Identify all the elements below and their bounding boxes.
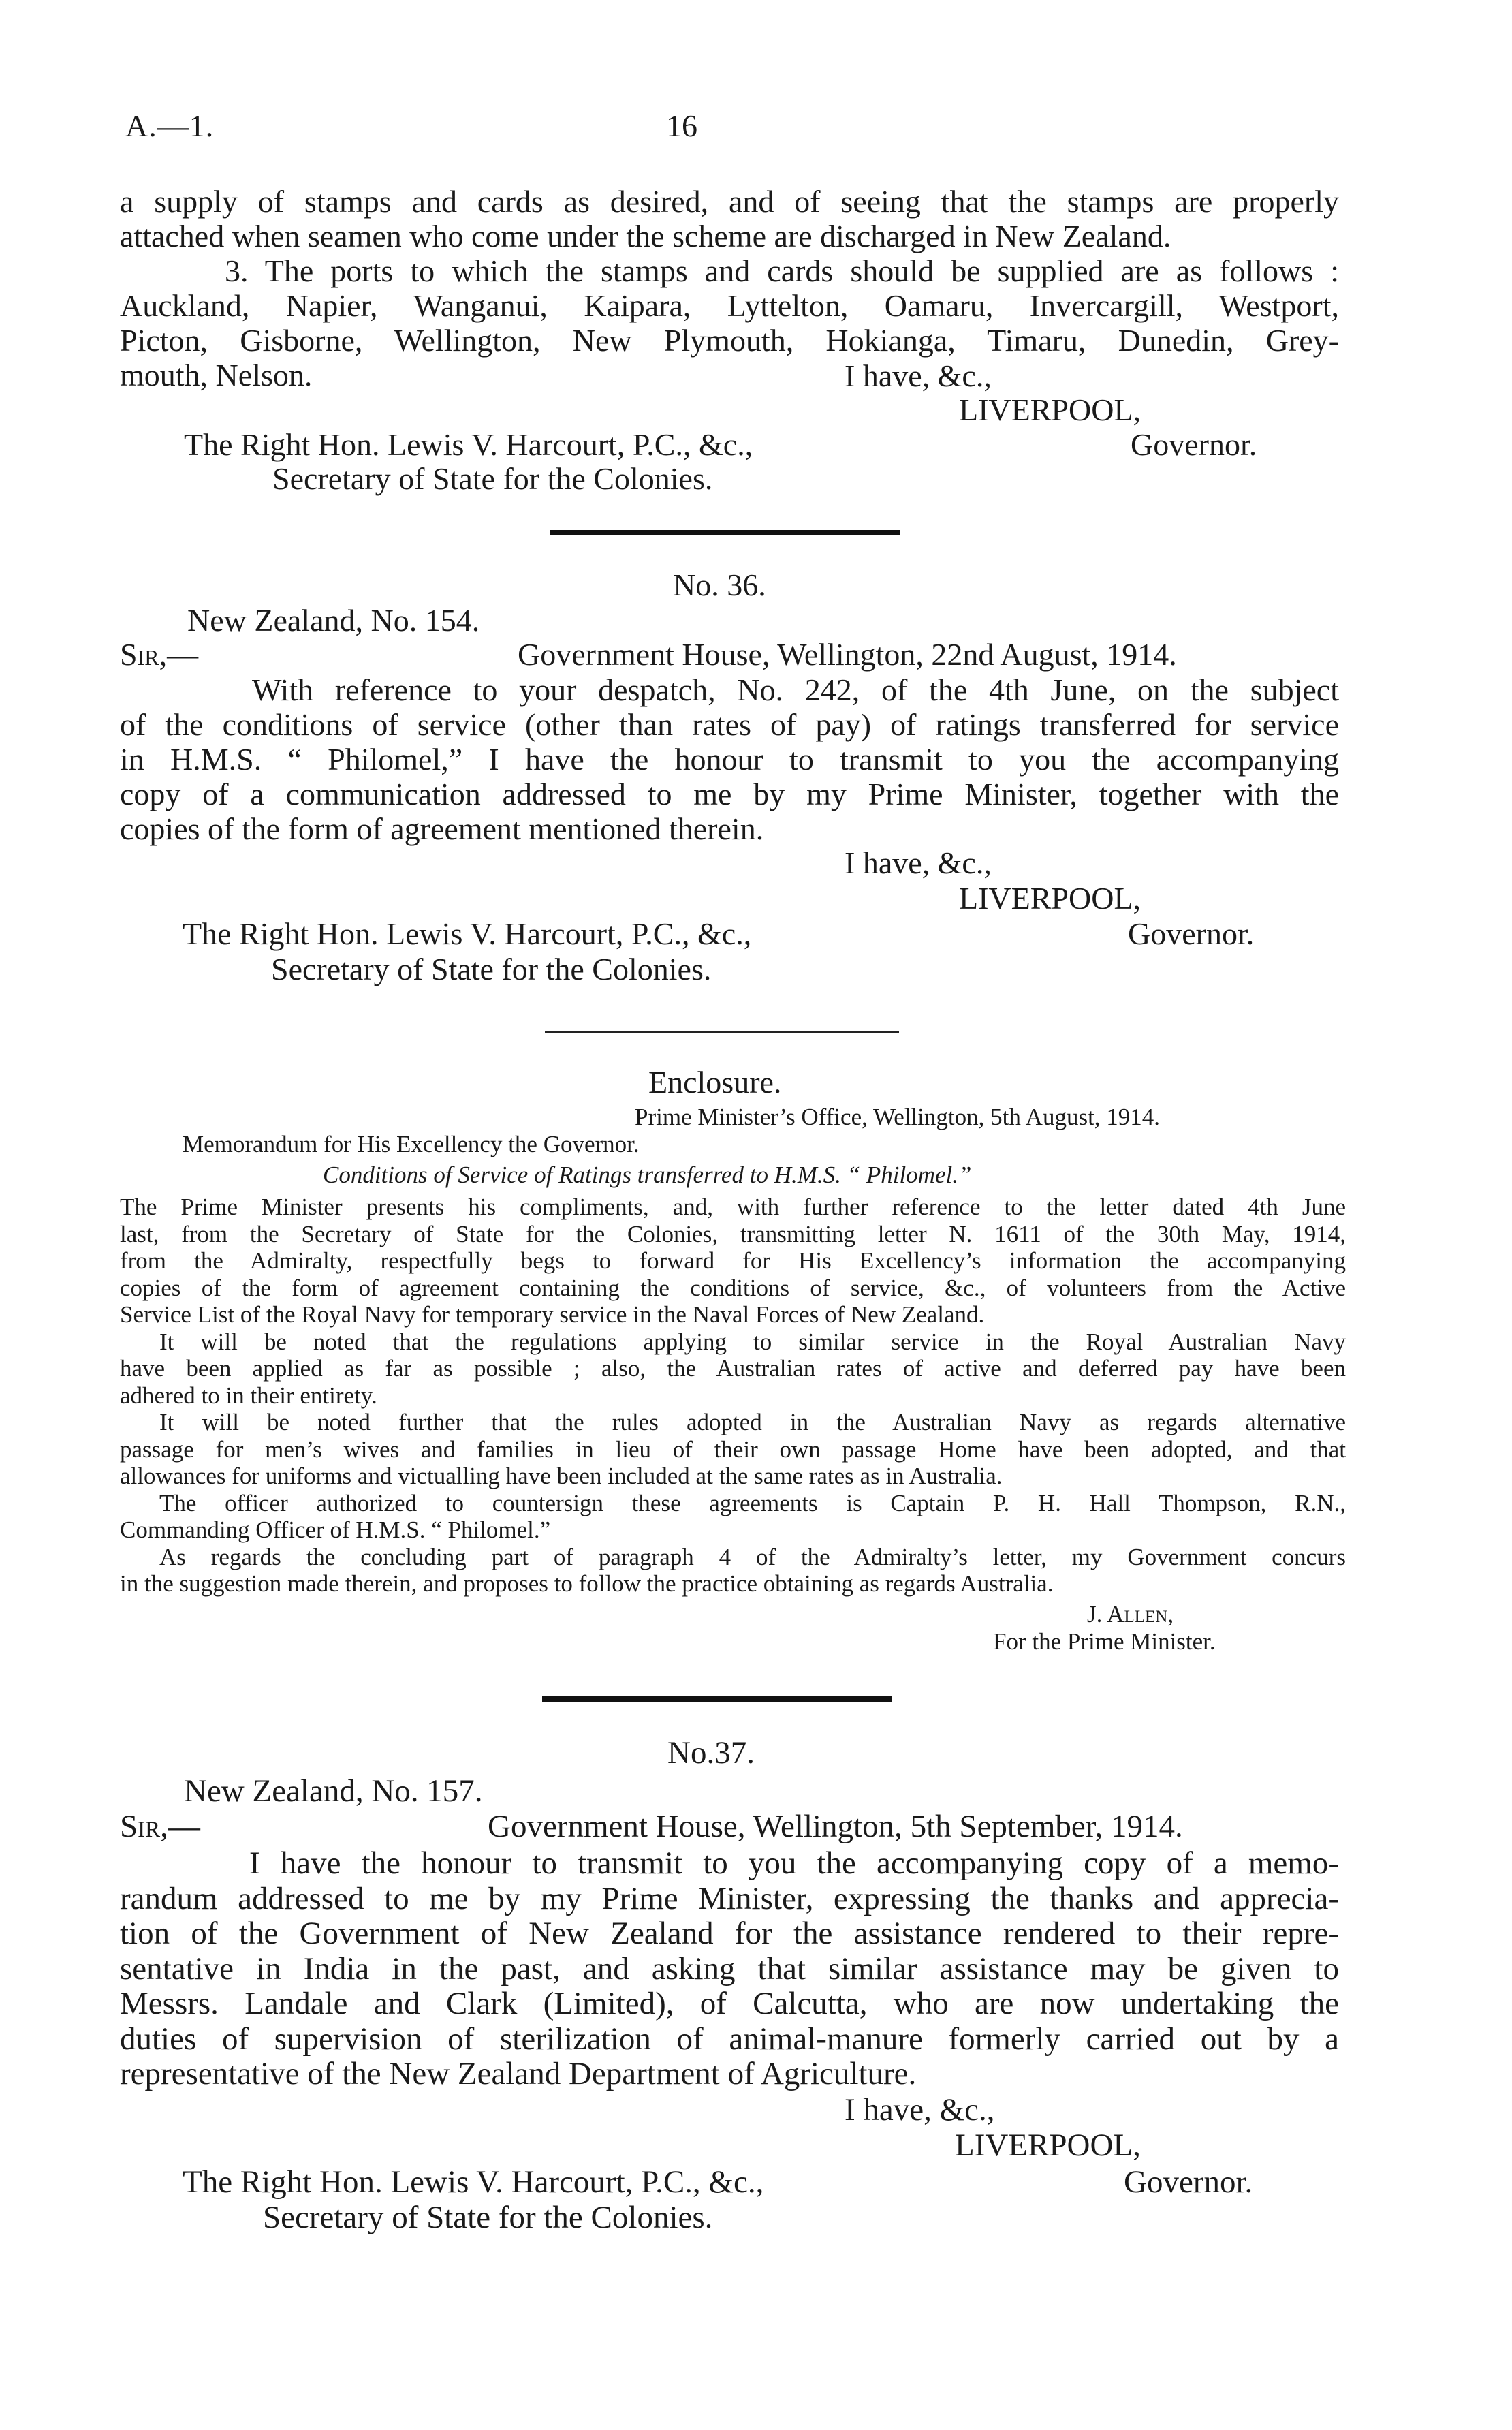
text-line: randum addressed to me by my Prime Minister, expressing the thanks and apprecia-	[120, 1880, 1339, 1916]
section-divider	[542, 1696, 892, 1702]
section-divider	[545, 1031, 899, 1033]
text-line: mouth, Nelson.	[120, 358, 313, 392]
text-line: passage for men’s wives and families in lieu of their own passage Home have been adopted, and that	[120, 1435, 1346, 1463]
text-line: As regards the concluding part of paragraph 4 of the Admiralty’s letter, my Government concurs	[159, 1543, 1346, 1570]
place-date: Government House, Wellington, 5th September, 1914.	[488, 1809, 1183, 1844]
text-line: attached when seamen who come under the scheme are discharged in New Zealand.	[120, 219, 1171, 253]
salutation: Sir,—	[120, 637, 199, 672]
text-line: copies of the form of agreement containing the conditions of service, &c., of volunteers from the Active	[120, 1274, 1346, 1301]
closing: I have, &c.,	[845, 2092, 995, 2128]
addressee-title: Secretary of State for the Colonies.	[263, 2200, 713, 2235]
text-line: representative of the New Zealand Department of Agriculture.	[120, 2056, 917, 2091]
series-label: A.—1.	[125, 108, 215, 143]
text-line: of the conditions of service (other than rates of pay) of ratings transferred for service	[120, 707, 1339, 742]
text-line: tion of the Government of New Zealand for the assistance rendered to their repre-	[120, 1916, 1339, 1951]
text-line: Messrs. Landale and Clark (Limited), of Calcutta, who are now undertaking the	[120, 1986, 1339, 2021]
text-line: sentative in India in the past, and asking that similar assistance may be given to	[120, 1950, 1339, 1987]
signatory: LIVERPOOL,	[955, 2128, 1141, 2163]
memo-origin: Prime Minister’s Office, Wellington, 5th August, 1914.	[635, 1104, 1161, 1130]
signatory: LIVERPOOL,	[959, 881, 1141, 916]
text-line: allowances for uniforms and victualling have been included at the same rates as in Australia.	[120, 1463, 1003, 1489]
text-line: The officer authorized to countersign these agreements is Captain P. H. Hall Thompson, R.N.,	[159, 1489, 1346, 1516]
memo-signature: J. Allen,	[1087, 1601, 1174, 1627]
addressee-title: Secretary of State for the Colonies.	[271, 952, 712, 986]
text-line: from the Admiralty, respectfully begs to forward for His Excellency’s information the accompanying	[120, 1247, 1346, 1274]
salutation: Sir,—	[120, 1809, 200, 1844]
text-line: copies of the form of agreement mentioned therein.	[120, 811, 764, 846]
text-line: in H.M.S. “ Philomel,” I have the honour to transmit to you the accompanying	[120, 742, 1339, 777]
memo-addressee: Memorandum for His Excellency the Governor.	[183, 1131, 640, 1157]
text-line: 3. The ports to which the stamps and cards should be supplied are as follows :	[225, 253, 1339, 288]
text-line: It will be noted that the regulations applying to similar service in the Royal Australian Navy	[159, 1328, 1346, 1355]
letter-body	[120, 672, 1339, 846]
memo-signature-title: For the Prime Minister.	[993, 1628, 1216, 1655]
text-line: Commanding Officer of H.M.S. “ Philomel.”	[120, 1516, 551, 1543]
letter-body	[120, 1846, 1339, 2092]
memo-subject: Conditions of Service of Ratings transferred to H.M.S. “ Philomel.”	[323, 1162, 972, 1188]
addressee: The Right Hon. Lewis V. Harcourt, P.C., &c.,	[183, 2164, 764, 2200]
letter-number: No.37.	[667, 1735, 755, 1771]
text-line: last, from the Secretary of State for the Colonies, transmitting letter N. 1611 of the 30th May, 1914,	[120, 1220, 1346, 1247]
addressee: The Right Hon. Lewis V. Harcourt, P.C., &c.,	[184, 427, 753, 462]
text-line: in the suggestion made therein, and proposes to follow the practice obtaining as regards Australia.	[120, 1570, 1054, 1597]
continuation-text	[120, 184, 1339, 392]
closing: I have, &c.,	[845, 358, 992, 393]
text-line: It will be noted further that the rules adopted in the Australian Navy as regards alternative	[159, 1409, 1346, 1435]
page-number: 16	[666, 108, 697, 143]
text-line: copy of a communication addressed to me by my Prime Minister, together with the	[120, 777, 1339, 811]
section-divider	[550, 530, 900, 535]
place-date: Government House, Wellington, 22nd August, 1914.	[518, 637, 1177, 672]
addressee-title: Secretary of State for the Colonies.	[272, 461, 713, 496]
signatory: LIVERPOOL,	[959, 392, 1141, 427]
despatch-reference: New Zealand, No. 157.	[184, 1773, 483, 1809]
enclosure-heading: Enclosure.	[648, 1065, 782, 1100]
text-line: Service List of the Royal Navy for temporary service in the Naval Forces of New Zealand.	[120, 1301, 985, 1328]
text-line: duties of supervision of sterilization of animal-manure formerly carried out by a	[120, 2021, 1339, 2057]
text-line: The Prime Minister presents his compliments, and, with further reference to the letter dated 4th June	[120, 1194, 1346, 1220]
text-line: With reference to your despatch, No. 242, of the 4th June, on the subject	[252, 672, 1339, 707]
letter-number: No. 36.	[673, 567, 766, 602]
despatch-reference: New Zealand, No. 154.	[187, 603, 480, 638]
signatory-title: Governor.	[1131, 427, 1257, 462]
signatory-title: Governor.	[1124, 2164, 1253, 2200]
closing: I have, &c.,	[845, 845, 992, 880]
signatory-title: Governor.	[1128, 916, 1255, 951]
addressee: The Right Hon. Lewis V. Harcourt, P.C., &c.,	[183, 916, 752, 951]
text-line: Auckland, Napier, Wanganui, Kaipara, Lyttelton, Oamaru, Invercargill, Westport,	[120, 288, 1339, 323]
text-line: I have the honour to transmit to you the accompanying copy of a memo-	[249, 1845, 1339, 1881]
memo-body	[120, 1194, 1346, 1598]
text-line: have been applied as far as possible ; also, the Australian rates of active and deferred pay have been	[120, 1355, 1346, 1382]
text-line: adhered to in their entirety.	[120, 1382, 377, 1409]
text-line: a supply of stamps and cards as desired, and of seeing that the stamps are properly	[120, 184, 1339, 219]
text-line: Picton, Gisborne, Wellington, New Plymouth, Hokianga, Timaru, Dunedin, Grey-	[120, 323, 1339, 358]
